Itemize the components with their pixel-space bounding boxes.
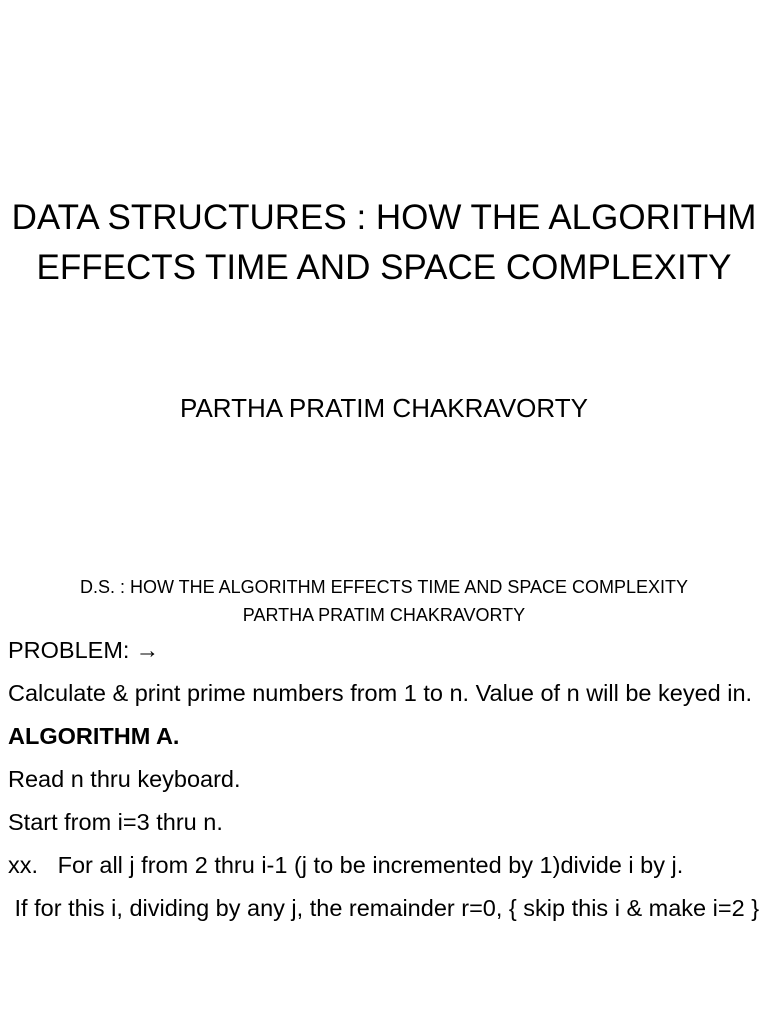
slide-header xyxy=(0,573,768,629)
algorithm-step-2: Start from i=3 thru n. xyxy=(8,809,223,835)
algorithm-step-1: Read n thru keyboard. xyxy=(8,766,241,792)
right-arrow-icon: → xyxy=(135,637,159,663)
problem-label: PROBLEM: xyxy=(8,637,130,663)
slide-body xyxy=(8,632,760,933)
slide-title xyxy=(0,193,768,293)
problem-heading xyxy=(8,632,760,668)
slide-title-line-1: DATA STRUCTURES : HOW THE ALGORITHM xyxy=(11,198,757,237)
slide-header-line-2: PARTHA PRATIM CHAKRAVORTY xyxy=(242,605,526,625)
author-name: PARTHA PRATIM CHAKRAVORTY xyxy=(180,393,588,423)
algorithm-step-4: If for this i, dividing by any j, the remainder r=0, { skip this i & make i=2 } xyxy=(8,895,760,921)
slide-title-line-2: EFFECTS TIME AND SPACE COMPLEXITY xyxy=(36,248,732,287)
slide-header-line-1: D.S. : HOW THE ALGORITHM EFFECTS TIME AND SPACE COMPLEXITY xyxy=(79,577,689,597)
algorithm-step-3: xx. For all j from 2 thru i-1 (j to be incremented by 1)divide i by j. xyxy=(8,852,684,878)
problem-text: Calculate & print prime numbers from 1 to n. Value of n will be keyed in. xyxy=(8,680,753,706)
algorithm-heading: ALGORITHM A. xyxy=(8,723,180,749)
content-slide xyxy=(0,560,768,1024)
